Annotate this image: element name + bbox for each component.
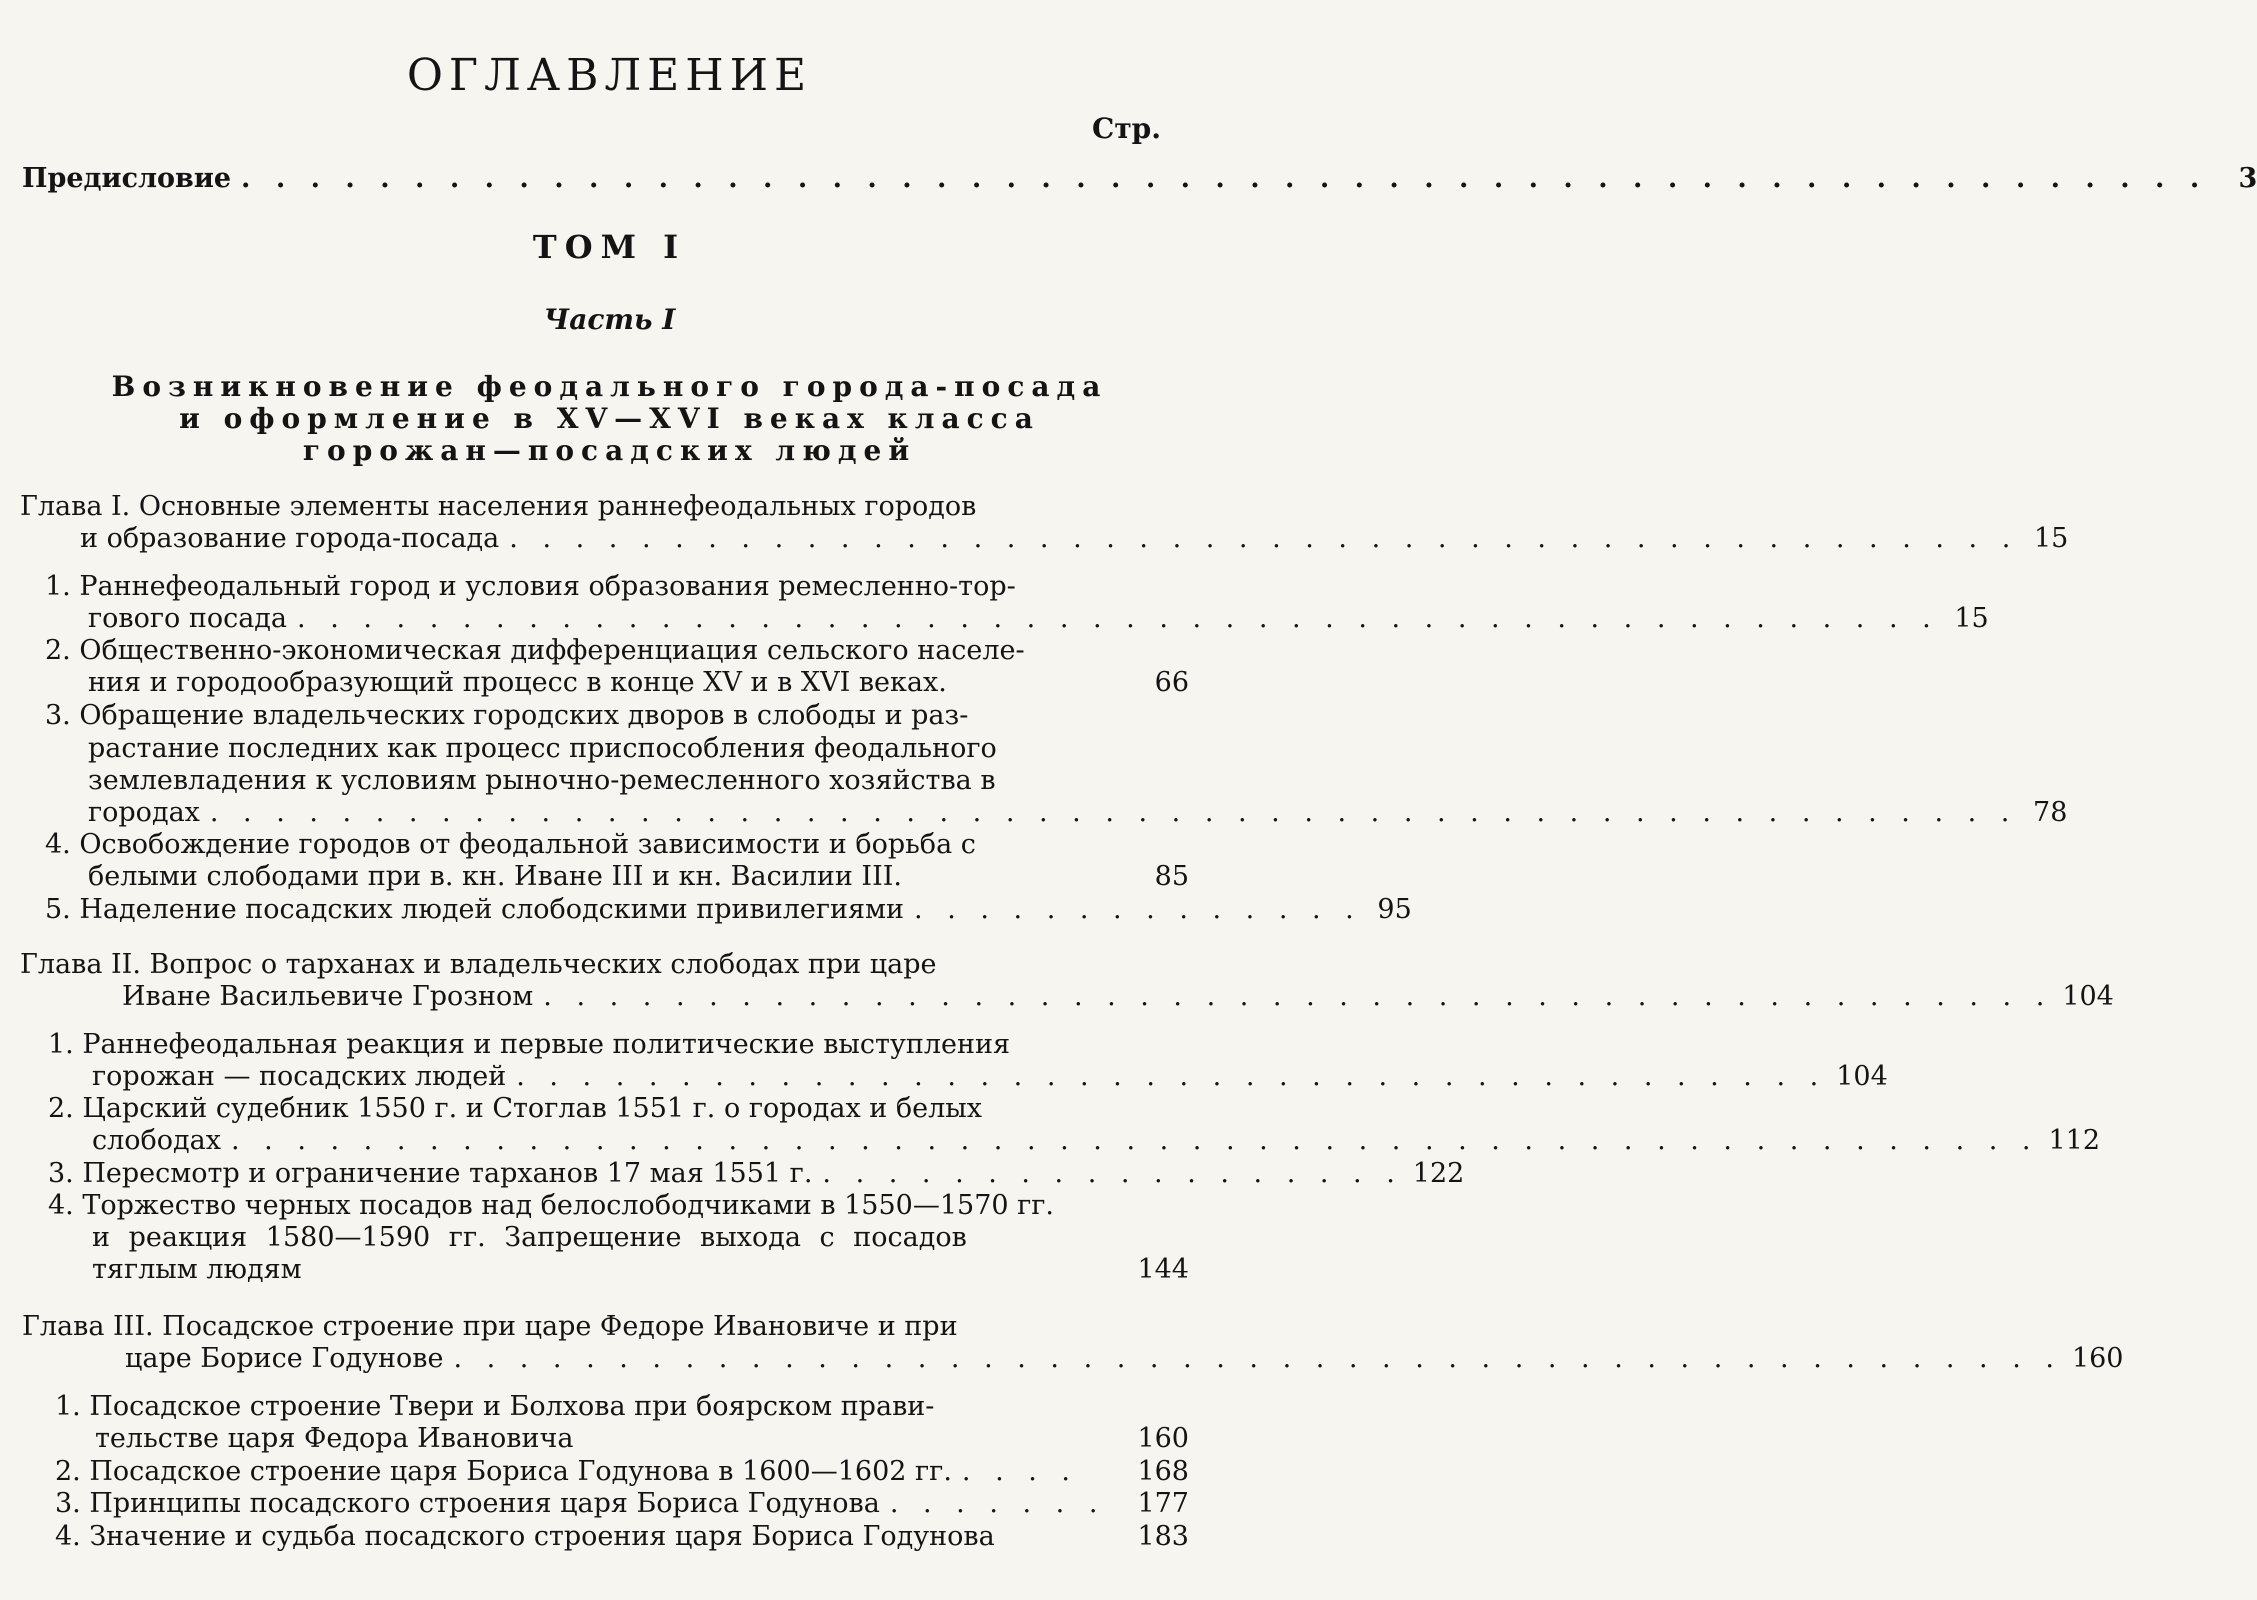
- leader-dots: . . . . . . . . . . . . . . . . . . . . . . . . . . . . . . . . . . . . . . . . . . . . . .: [509, 523, 2019, 554]
- toc-entry[interactable]: [88, 860, 1189, 893]
- entry-page: 85: [1154, 861, 1189, 892]
- entry-text: тельстве царя Федора Ивановича: [95, 1423, 574, 1454]
- toc-entry[interactable]: [92, 1253, 1189, 1286]
- entry-text: гового посада: [88, 603, 288, 634]
- toc-entry[interactable]: [88, 602, 1989, 635]
- entry-line: растание последних как процесс приспособления феодального: [88, 733, 997, 764]
- leader-dots: . . . . . . . . . . . . . .: [914, 894, 1362, 925]
- entry-text: слободах: [92, 1125, 221, 1156]
- entry-page: 112: [2048, 1125, 2101, 1156]
- entry-line: 1. Раннефеодальная реакция и первые политические выступления: [48, 1029, 1011, 1060]
- entry-text: 5. Наделение посадских людей слободскими привилегиями: [45, 894, 905, 925]
- toc-entry-chapter-3[interactable]: [125, 1342, 2124, 1375]
- entry-page: 160: [2071, 1343, 2124, 1374]
- entry-line: 2. Царский судебник 1550 г. и Стоглав 1551 г. о городах и белых: [48, 1093, 982, 1124]
- entry-text: ния и городообразующий процесс в конце XV и в XVI веках.: [88, 667, 947, 698]
- part-title-line: и оформление в XV—XVI веках класса: [179, 402, 1040, 435]
- entry-page: 144: [1137, 1254, 1189, 1285]
- toc-entry[interactable]: [55, 1487, 1189, 1520]
- entry-line: и реакция 1580—1590 гг. Запрещение выхода с посадов: [92, 1222, 967, 1253]
- toc-entry[interactable]: [48, 1157, 1465, 1190]
- entry-page: 177: [1137, 1488, 1189, 1519]
- leader-dots: . . . . . . . . . . . . . . . . . . . . . . . . . . . . . . . . . . . . . . . . . . . . . . . . . . . . . . .: [231, 1125, 2039, 1156]
- toc-entry[interactable]: [45, 893, 1412, 926]
- entry-line: 4. Торжество черных посадов над белослободчиками в 1550—1570 гг.: [48, 1190, 1055, 1221]
- chapter-heading: Глава I. Основные элементы населения раннефеодальных городов: [20, 491, 977, 522]
- part-title-line: горожан—посадских людей: [302, 434, 917, 467]
- leader-dots: . . . . . . . . . . . . . . . . . . . . . . . . . . . . . . . . . . . . . . . . . . . . . .: [543, 981, 2053, 1012]
- entry-line: 3. Обращение владельческих городских дворов в слободы и раз-: [45, 700, 969, 731]
- entry-page: 66: [1154, 667, 1189, 698]
- entry-text: 2. Посадское строение царя Бориса Годунова в 1600—1602 гг.: [55, 1456, 952, 1487]
- leader-dots: . . . . . . . . . . . . . . . . . . . . . . . . . . . . . . . . . . . . . . . . . . . . . . . . . . . . . . .: [209, 797, 2018, 828]
- entry-text: Иване Васильевиче Грозном: [122, 981, 534, 1012]
- chapter-heading: Глава II. Вопрос о тарханах и владельческих слободах при царе: [20, 949, 937, 980]
- entry-page: 3: [2238, 163, 2257, 194]
- entry-text: 3. Пересмотр и ограничение тарханов 17 мая 1551 г.: [48, 1158, 813, 1189]
- toc-entry[interactable]: [92, 1124, 2101, 1157]
- entry-text: 3. Принципы посадского строения царя Бориса Годунова: [55, 1488, 880, 1519]
- entry-page: 160: [1137, 1423, 1189, 1454]
- toc-entry[interactable]: [88, 666, 1189, 699]
- page-title: ОГЛАВЛЕНИЕ: [406, 50, 813, 101]
- entry-text: 4. Значение и судьба посадского строения царя Бориса Годунова: [55, 1521, 995, 1552]
- toc-entry[interactable]: [55, 1520, 1189, 1553]
- entry-text: Предисловие: [22, 163, 232, 194]
- toc-entry[interactable]: [92, 1060, 1888, 1093]
- volume-heading: ТОМ I: [532, 228, 687, 266]
- entry-page: 183: [1137, 1521, 1189, 1552]
- toc-entry[interactable]: [55, 1455, 1189, 1488]
- page-column-label: Стр.: [1092, 112, 1161, 145]
- entry-line: землевладения к условиям рыночно-ремесленного хозяйства в: [88, 765, 996, 796]
- leader-dots: . . . . . . .: [889, 1488, 1106, 1519]
- leader-dots: . . . . . . . . . . . . . . . . . . . . . . . . . . . . . . . . . . . . . . . . . . . . . . . . . . . . . . . . .: [241, 163, 2208, 194]
- entry-text: и образование города-посада: [80, 523, 500, 554]
- entry-page: 15: [1954, 603, 1989, 634]
- entry-line: 1. Раннефеодальный город и условия образования ремесленно-тор-: [45, 571, 1016, 602]
- toc-entry-preface[interactable]: [22, 162, 2257, 195]
- leader-dots: . . . . . . . . . . . . . . . . . .: [822, 1158, 1403, 1189]
- toc-entry-chapter-2[interactable]: [122, 980, 2114, 1013]
- entry-page: 104: [1836, 1061, 1888, 1092]
- toc-entry-chapter-1[interactable]: [80, 522, 2069, 555]
- chapter-heading: Глава III. Посадское строение при царе Федоре Ивановиче и при: [22, 1311, 958, 1342]
- entry-text: царе Борисе Годунове: [125, 1343, 444, 1374]
- toc-entry[interactable]: [95, 1422, 1189, 1455]
- entry-page: 168: [1137, 1456, 1189, 1487]
- entry-page: 122: [1412, 1158, 1465, 1189]
- entry-line: 1. Посадское строение Твери и Болхова при боярском прави-: [55, 1391, 935, 1422]
- leader-dots: . . . .: [961, 1456, 1078, 1487]
- entry-text: городах: [88, 797, 200, 828]
- part-title-line: Возникновение феодального города-посада: [111, 370, 1108, 403]
- entry-line: 4. Освобождение городов от феодальной зависимости и борьба с: [45, 829, 976, 860]
- entry-line: 2. Общественно-экономическая дифференциация сельского населе-: [45, 635, 1025, 666]
- entry-text: белыми слободами при в. кн. Иване III и кн. Василии III.: [88, 861, 903, 892]
- leader-dots: . . . . . . . . . . . . . . . . . . . . . . . . . . . . . . . . . . . . . . . . . . . . . . . . . .: [297, 603, 1939, 634]
- entry-page: 15: [2033, 523, 2069, 554]
- entry-text: горожан — посадских людей: [92, 1061, 507, 1092]
- leader-dots: . . . . . . . . . . . . . . . . . . . . . . . . . . . . . . . . . . . . . . . .: [516, 1061, 1827, 1092]
- entry-text: тяглым людям: [92, 1254, 302, 1285]
- entry-page: 78: [2033, 797, 2068, 828]
- leader-dots: . . . . . . . . . . . . . . . . . . . . . . . . . . . . . . . . . . . . . . . . . . . . . . . . .: [453, 1343, 2062, 1374]
- entry-page: 104: [2062, 981, 2114, 1012]
- part-heading: Часть I: [543, 303, 676, 336]
- toc-entry[interactable]: [88, 796, 2068, 829]
- entry-page: 95: [1377, 894, 1412, 925]
